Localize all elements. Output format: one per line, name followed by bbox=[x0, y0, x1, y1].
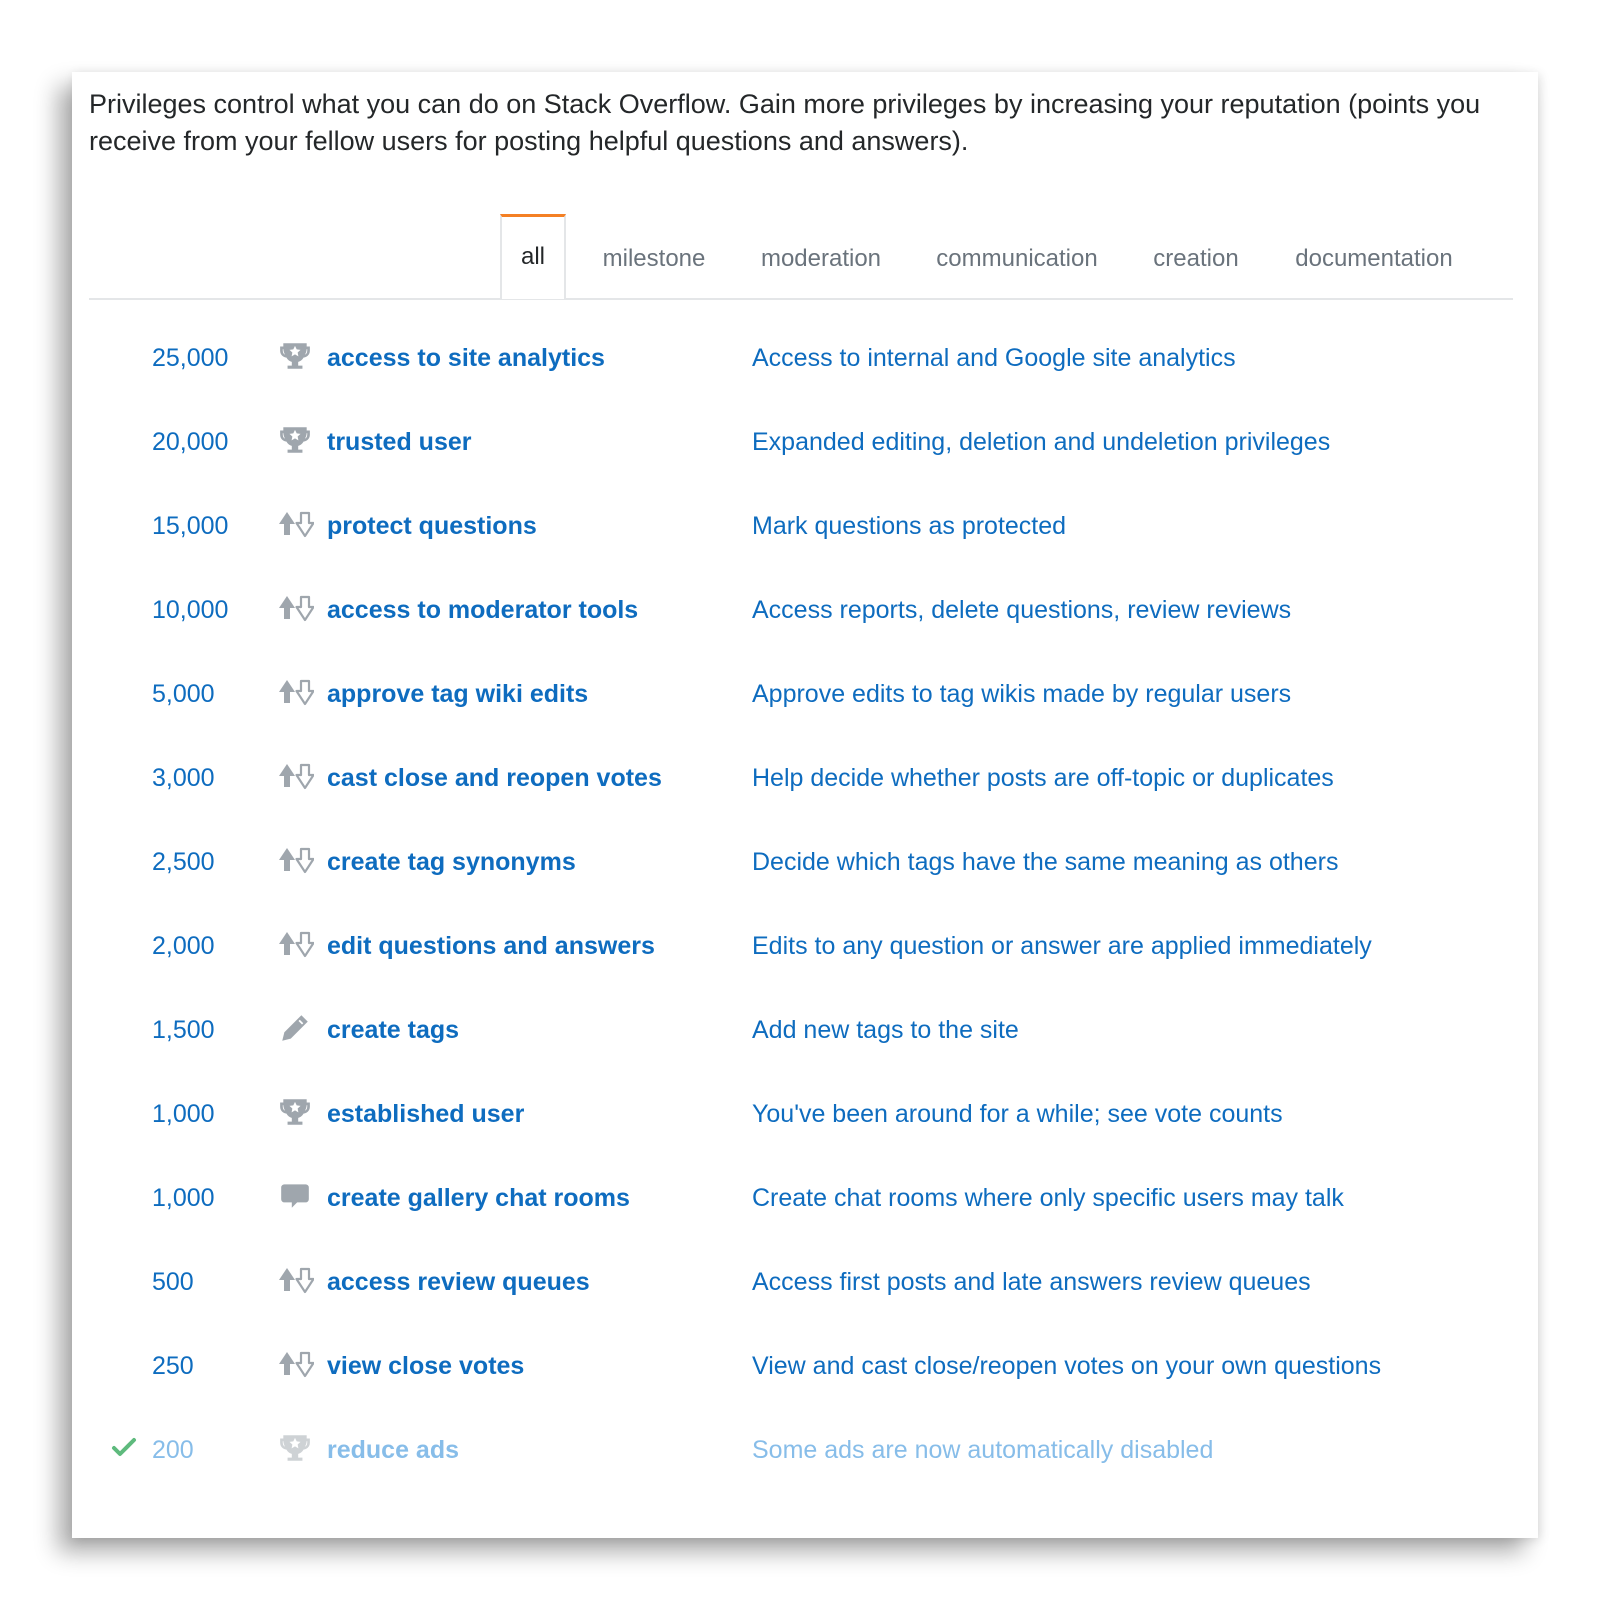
chat-bubble-icon bbox=[278, 1179, 312, 1213]
vote-arrows-icon bbox=[278, 759, 312, 793]
privilege-reputation: 20,000 bbox=[152, 428, 229, 456]
privilege-reputation: 25,000 bbox=[152, 344, 229, 372]
privilege-title-link[interactable]: access to moderator tools bbox=[327, 596, 639, 624]
privilege-title-link[interactable]: cast close and reopen votes bbox=[327, 764, 662, 792]
privilege-reputation: 2,500 bbox=[152, 848, 215, 876]
privileges-panel bbox=[72, 72, 1538, 1538]
privilege-reputation: 5,000 bbox=[152, 680, 215, 708]
privilege-description-link[interactable]: View and cast close/reopen votes on your own questions bbox=[752, 1352, 1382, 1380]
privilege-description-link[interactable]: Add new tags to the site bbox=[752, 1016, 1019, 1044]
privilege-title-link[interactable]: reduce ads bbox=[327, 1436, 460, 1464]
privilege-reputation: 1,000 bbox=[152, 1184, 215, 1212]
privilege-title-link[interactable]: create tags bbox=[327, 1016, 460, 1044]
tab-documentation[interactable]: documentation bbox=[1295, 245, 1453, 272]
privilege-description-link[interactable]: Access first posts and late answers review queues bbox=[752, 1268, 1311, 1296]
privilege-description-link[interactable]: Mark questions as protected bbox=[752, 512, 1067, 540]
privilege-description-link[interactable]: Expanded editing, deletion and undeletion privileges bbox=[752, 428, 1331, 456]
privilege-row[interactable] bbox=[72, 316, 1538, 400]
privilege-row[interactable] bbox=[72, 1156, 1538, 1240]
tabs-divider bbox=[89, 298, 1513, 300]
vote-arrows-icon bbox=[278, 1263, 312, 1297]
privilege-title-link[interactable]: create tag synonyms bbox=[327, 848, 576, 876]
privilege-title-link[interactable]: access to site analytics bbox=[327, 344, 605, 372]
privilege-row[interactable] bbox=[72, 820, 1538, 904]
privilege-row[interactable] bbox=[72, 1408, 1538, 1492]
vote-arrows-icon bbox=[278, 591, 312, 625]
checkmark-icon bbox=[110, 1433, 138, 1461]
privilege-description-link[interactable]: Help decide whether posts are off-topic or duplicates bbox=[752, 764, 1334, 792]
tab-all[interactable]: all bbox=[500, 214, 566, 299]
privilege-reputation: 1,000 bbox=[152, 1100, 215, 1128]
privileges-intro: Privileges control what you can do on Stack Overflow. Gain more privileges by increasing your reputation (points you receive from your fellow users for posting helpful questions and answers). bbox=[89, 89, 1481, 156]
privilege-description-link[interactable]: Decide which tags have the same meaning as others bbox=[752, 848, 1339, 876]
vote-arrows-icon bbox=[278, 1347, 312, 1381]
privilege-row[interactable] bbox=[72, 736, 1538, 820]
vote-arrows-icon bbox=[278, 507, 312, 541]
privilege-reputation: 15,000 bbox=[152, 512, 229, 540]
privilege-reputation: 10,000 bbox=[152, 596, 229, 624]
tab-creation[interactable]: creation bbox=[1153, 245, 1239, 272]
pencil-icon bbox=[278, 1011, 312, 1045]
privilege-description-link[interactable]: Access to internal and Google site analytics bbox=[752, 344, 1236, 372]
privilege-title-link[interactable]: access review queues bbox=[327, 1268, 590, 1296]
privilege-title-link[interactable]: edit questions and answers bbox=[327, 932, 655, 960]
privilege-description-link[interactable]: Approve edits to tag wikis made by regular users bbox=[752, 680, 1292, 708]
privilege-row[interactable] bbox=[72, 484, 1538, 568]
privilege-row[interactable] bbox=[72, 1072, 1538, 1156]
privilege-title-link[interactable]: established user bbox=[327, 1100, 525, 1128]
trophy-icon bbox=[278, 1431, 312, 1465]
privilege-row[interactable] bbox=[72, 988, 1538, 1072]
trophy-icon bbox=[278, 1095, 312, 1129]
tab-milestone[interactable]: milestone bbox=[602, 245, 706, 272]
privilege-description-link[interactable]: You've been around for a while; see vote counts bbox=[752, 1100, 1283, 1128]
privilege-reputation: 500 bbox=[152, 1268, 194, 1296]
privilege-row[interactable] bbox=[72, 1240, 1538, 1324]
privilege-description-link[interactable]: Edits to any question or answer are applied immediately bbox=[752, 932, 1372, 960]
privilege-reputation: 1,500 bbox=[152, 1016, 215, 1044]
privilege-title-link[interactable]: protect questions bbox=[327, 512, 537, 540]
privilege-reputation: 250 bbox=[152, 1352, 194, 1380]
privilege-row[interactable] bbox=[72, 1324, 1538, 1408]
privilege-row[interactable] bbox=[72, 400, 1538, 484]
privilege-reputation: 2,000 bbox=[152, 932, 215, 960]
privilege-reputation: 200 bbox=[152, 1436, 194, 1464]
privilege-reputation: 3,000 bbox=[152, 764, 215, 792]
tab-moderation[interactable]: moderation bbox=[760, 245, 882, 272]
privilege-title-link[interactable]: create gallery chat rooms bbox=[327, 1184, 630, 1212]
tab-communication[interactable]: communication bbox=[936, 245, 1098, 272]
vote-arrows-icon bbox=[278, 843, 312, 877]
privilege-description-link[interactable]: Create chat rooms where only specific users may talk bbox=[752, 1184, 1344, 1212]
privilege-title-link[interactable]: view close votes bbox=[327, 1352, 525, 1380]
trophy-icon bbox=[278, 339, 312, 373]
privilege-row[interactable] bbox=[72, 568, 1538, 652]
privilege-row[interactable] bbox=[72, 904, 1538, 988]
trophy-icon bbox=[278, 423, 312, 457]
vote-arrows-icon bbox=[278, 675, 312, 709]
privilege-row[interactable] bbox=[72, 652, 1538, 736]
vote-arrows-icon bbox=[278, 927, 312, 961]
privilege-description-link[interactable]: Access reports, delete questions, review reviews bbox=[752, 596, 1292, 624]
privilege-description-link[interactable]: Some ads are now automatically disabled bbox=[752, 1436, 1214, 1464]
privilege-title-link[interactable]: approve tag wiki edits bbox=[327, 680, 589, 708]
privilege-title-link[interactable]: trusted user bbox=[327, 428, 472, 456]
